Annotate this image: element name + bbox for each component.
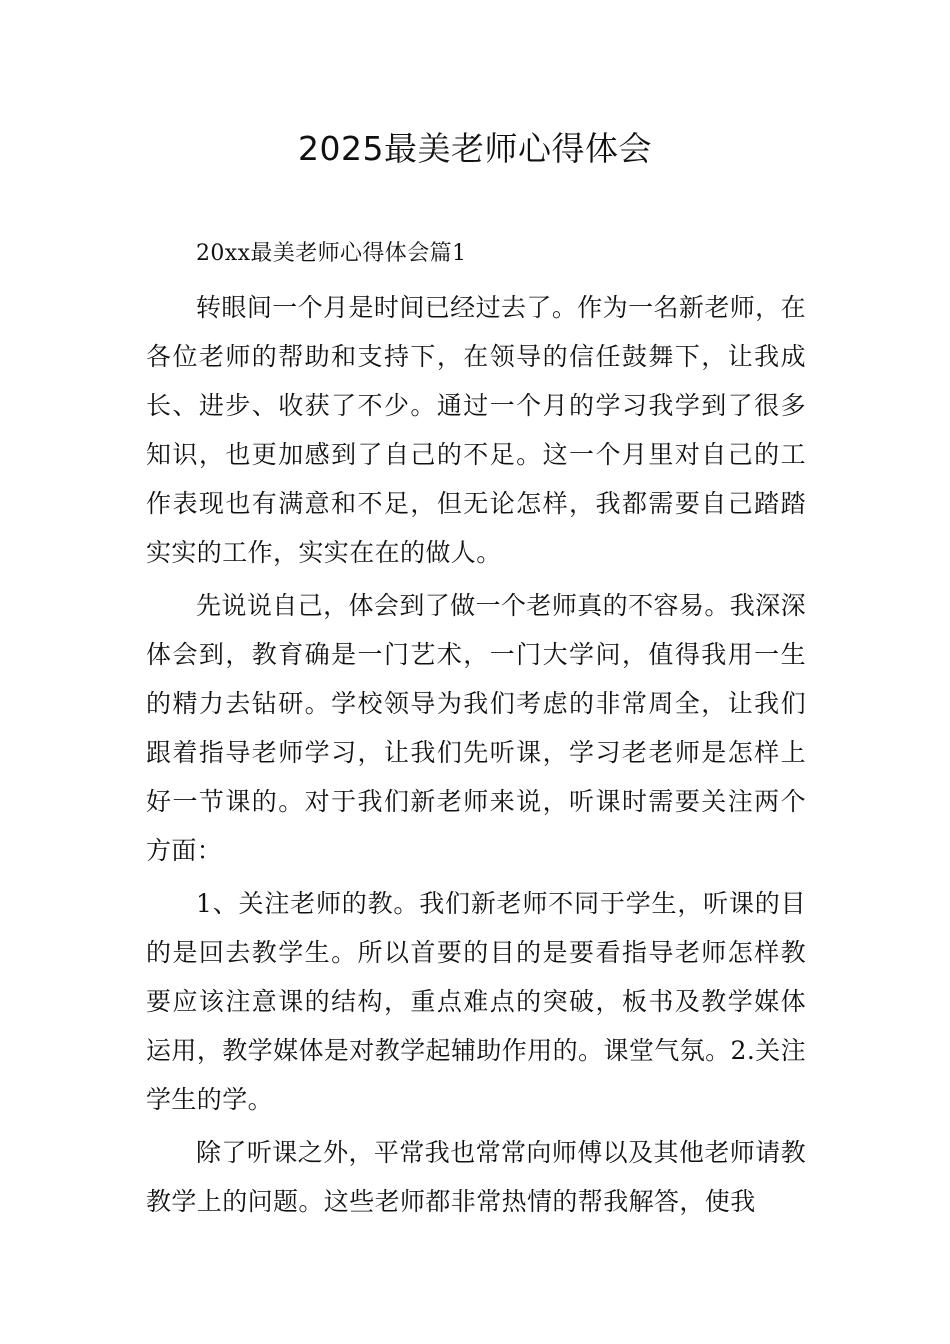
paragraph-2: 先说说自己，体会到了做一个老师真的不容易。我深深体会到，教育确是一门艺术，一门大学问，值得我用一生的精力去钻研。学校领导为我们考虑的非常周全，让我们跟着指导老师学习，让我们先听课，学习老老师是怎样上好一节课的。对于我们新老师来说，听课时需要关注两个方面： xyxy=(146,591,806,865)
paragraph-3: 1、关注老师的教。我们新老师不同于学生，听课的目的是回去教学生。所以首要的目的是要看指导老师怎样教要应该注意课的结构，重点难点的突破，板书及教学媒体运用，教学媒体是对教学起辅助作用的。课堂气氛。2.关注学生的学。 xyxy=(146,889,806,1114)
paragraph-1: 转眼间一个月是时间已经过去了。作为一名新老师，在各位老师的帮助和支持下，在领导的信任鼓舞下，让我成长、进步、收获了不少。通过一个月的学习我学到了很多知识，也更加感到了自己的不足。这一个月里对自己的工作表现也有满意和不足，但无论怎样，我都需要自己踏踏实实的工作，实实在在的做人。 xyxy=(146,293,806,567)
document-title: 2025最美老师心得体会 xyxy=(298,129,652,168)
document-body xyxy=(146,229,806,1230)
section-heading: 20xx最美老师心得体会篇1 xyxy=(196,241,467,266)
paragraph-4: 除了听课之外，平常我也常常向师傅以及其他老师请教教学上的问题。这些老师都非常热情的帮我解答，使我 xyxy=(146,1138,806,1216)
